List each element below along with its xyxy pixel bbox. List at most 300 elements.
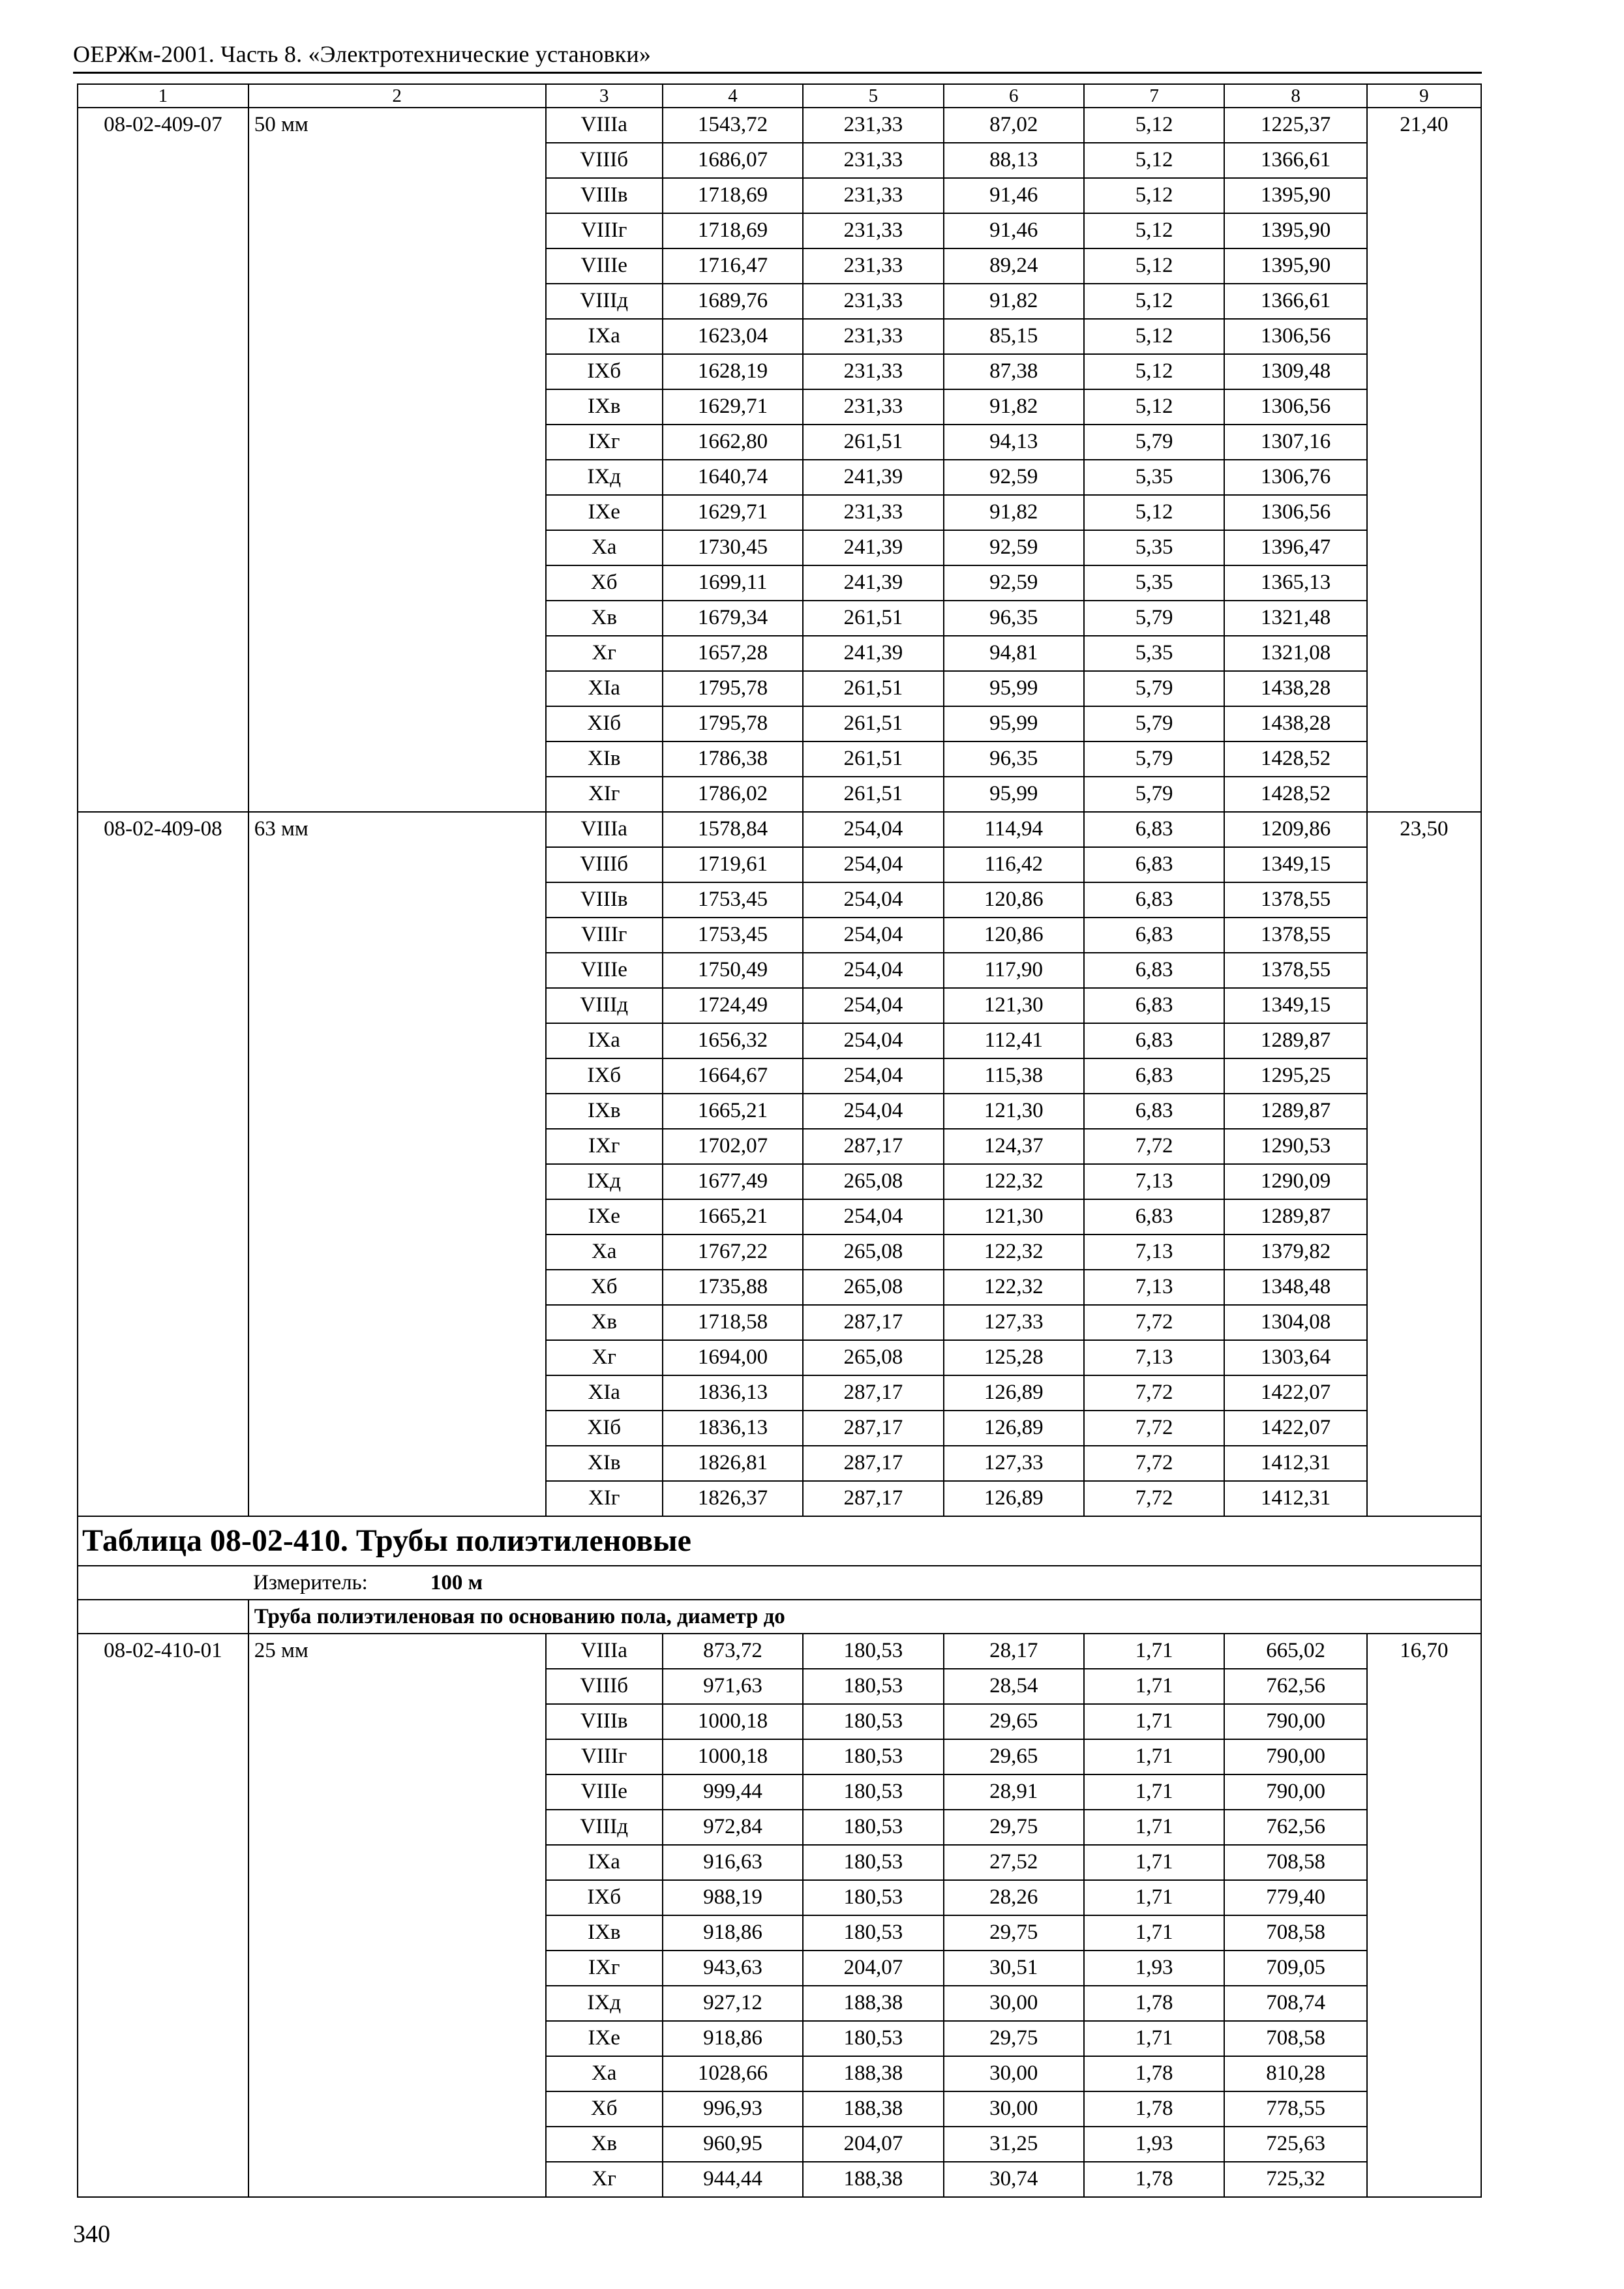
zone-cell: IXа	[546, 319, 663, 354]
operator-wage-cell: 5,12	[1084, 319, 1224, 354]
machine-cost-cell: 116,42	[944, 847, 1084, 882]
zone-cell: VIIIв	[546, 882, 663, 918]
operator-wage-cell: 6,83	[1084, 1023, 1224, 1058]
total-cost-cell: 996,93	[663, 2091, 803, 2127]
rate-code-cell: 08-02-409-08	[78, 812, 248, 1516]
labor-cost-cell: 261,51	[803, 601, 943, 636]
material-cost-cell: 1365,13	[1224, 565, 1366, 601]
material-cost-cell: 1295,25	[1224, 1058, 1366, 1094]
material-cost-cell: 1395,90	[1224, 178, 1366, 213]
total-cost-cell: 1786,02	[663, 777, 803, 812]
labor-cost-cell: 231,33	[803, 354, 943, 389]
operator-wage-cell: 1,93	[1084, 1951, 1224, 1986]
total-cost-cell: 1716,47	[663, 248, 803, 284]
labor-cost-cell: 254,04	[803, 1199, 943, 1234]
operator-wage-cell: 5,35	[1084, 460, 1224, 495]
zone-cell: IXб	[546, 354, 663, 389]
total-cost-cell: 1657,28	[663, 636, 803, 671]
material-cost-cell: 779,40	[1224, 1880, 1366, 1915]
zone-cell: VIIIд	[546, 1810, 663, 1845]
machine-cost-cell: 96,35	[944, 601, 1084, 636]
zone-cell: IXв	[546, 1094, 663, 1129]
operator-wage-cell: 1,78	[1084, 1986, 1224, 2021]
operator-wage-cell: 1,71	[1084, 1915, 1224, 1951]
material-cost-cell: 708,58	[1224, 1915, 1366, 1951]
machine-cost-cell: 121,30	[944, 1199, 1084, 1234]
labor-cost-cell: 231,33	[803, 495, 943, 530]
zone-cell: Xг	[546, 1340, 663, 1375]
total-cost-cell: 1730,45	[663, 530, 803, 565]
labor-cost-cell: 180,53	[803, 1915, 943, 1951]
machine-cost-cell: 88,13	[944, 143, 1084, 178]
operator-wage-cell: 5,12	[1084, 354, 1224, 389]
operator-wage-cell: 6,83	[1084, 1058, 1224, 1094]
labor-cost-cell: 287,17	[803, 1129, 943, 1164]
operator-wage-cell: 5,12	[1084, 213, 1224, 248]
operator-wage-cell: 6,83	[1084, 918, 1224, 953]
rate-code-cell: 08-02-409-07	[78, 108, 248, 812]
unit-row	[78, 1566, 1481, 1600]
operator-wage-cell: 6,83	[1084, 882, 1224, 918]
total-cost-cell: 1623,04	[663, 319, 803, 354]
total-cost-cell: 1677,49	[663, 1164, 803, 1199]
labor-cost-cell: 188,38	[803, 2056, 943, 2091]
total-cost-cell: 1724,49	[663, 988, 803, 1023]
operator-wage-cell: 7,72	[1084, 1305, 1224, 1340]
labor-cost-cell: 188,38	[803, 2162, 943, 2197]
material-cost-cell: 1422,07	[1224, 1411, 1366, 1446]
zone-cell: VIIIв	[546, 178, 663, 213]
total-cost-cell: 1753,45	[663, 918, 803, 953]
total-cost-cell: 1578,84	[663, 812, 803, 847]
machine-cost-cell: 114,94	[944, 812, 1084, 847]
material-cost-cell: 709,05	[1224, 1951, 1366, 1986]
labor-cost-cell: 287,17	[803, 1375, 943, 1411]
material-cost-cell: 762,56	[1224, 1810, 1366, 1845]
operator-wage-cell: 5,35	[1084, 565, 1224, 601]
material-cost-cell: 1422,07	[1224, 1375, 1366, 1411]
total-cost-cell: 1836,13	[663, 1411, 803, 1446]
zone-cell: Xб	[546, 565, 663, 601]
labor-cost-cell: 261,51	[803, 706, 943, 741]
operator-wage-cell: 5,12	[1084, 389, 1224, 425]
operator-wage-cell: 7,72	[1084, 1411, 1224, 1446]
machine-cost-cell: 30,00	[944, 2056, 1084, 2091]
total-cost-cell: 1028,66	[663, 2056, 803, 2091]
total-cost-cell: 1629,71	[663, 495, 803, 530]
labor-cost-cell: 180,53	[803, 2021, 943, 2056]
total-cost-cell: 1826,37	[663, 1481, 803, 1516]
total-cost-cell: 1686,07	[663, 143, 803, 178]
total-cost-cell: 971,63	[663, 1669, 803, 1704]
zone-cell: IXд	[546, 1986, 663, 2021]
labor-cost-cell: 180,53	[803, 1845, 943, 1880]
zone-cell: XIа	[546, 671, 663, 706]
zone-cell: VIIIд	[546, 988, 663, 1023]
machine-cost-cell: 120,86	[944, 882, 1084, 918]
labor-cost-cell: 265,08	[803, 1340, 943, 1375]
operator-wage-cell: 6,83	[1084, 988, 1224, 1023]
labor-cost-cell: 254,04	[803, 1094, 943, 1129]
total-cost-cell: 943,63	[663, 1951, 803, 1986]
material-cost-cell: 1306,56	[1224, 319, 1366, 354]
machine-cost-cell: 30,74	[944, 2162, 1084, 2197]
labor-cost-cell: 231,33	[803, 108, 943, 143]
machine-cost-cell: 91,82	[944, 284, 1084, 319]
column-number: 5	[803, 84, 943, 108]
labor-cost-cell: 254,04	[803, 882, 943, 918]
machine-cost-cell: 29,75	[944, 1810, 1084, 1845]
machine-cost-cell: 121,30	[944, 988, 1084, 1023]
material-cost-cell: 1378,55	[1224, 882, 1366, 918]
operator-wage-cell: 7,72	[1084, 1481, 1224, 1516]
operator-wage-cell: 5,12	[1084, 178, 1224, 213]
labor-cost-cell: 204,07	[803, 2127, 943, 2162]
total-cost-cell: 1718,69	[663, 213, 803, 248]
column-number-row	[78, 84, 1481, 108]
material-cost-cell: 1289,87	[1224, 1094, 1366, 1129]
zone-cell: IXб	[546, 1058, 663, 1094]
machine-cost-cell: 117,90	[944, 953, 1084, 988]
operator-wage-cell: 7,72	[1084, 1446, 1224, 1481]
machine-cost-cell: 122,32	[944, 1164, 1084, 1199]
page-number: 340	[73, 2221, 110, 2248]
zone-cell: XIб	[546, 706, 663, 741]
zone-cell: VIIIе	[546, 1774, 663, 1810]
column-number: 7	[1084, 84, 1224, 108]
material-cost-cell: 1307,16	[1224, 425, 1366, 460]
labor-cost-cell: 254,04	[803, 812, 943, 847]
total-cost-cell: 1689,76	[663, 284, 803, 319]
material-cost-cell: 1306,76	[1224, 460, 1366, 495]
machine-cost-cell: 120,86	[944, 918, 1084, 953]
total-cost-cell: 1694,00	[663, 1340, 803, 1375]
total-cost-cell: 1664,67	[663, 1058, 803, 1094]
column-number: 8	[1224, 84, 1366, 108]
machine-cost-cell: 126,89	[944, 1375, 1084, 1411]
pipe-size-cell: 63 мм	[248, 812, 546, 1516]
total-cost-cell: 1628,19	[663, 354, 803, 389]
material-cost-cell: 1304,08	[1224, 1305, 1366, 1340]
material-cost-cell: 725,32	[1224, 2162, 1366, 2197]
total-cost-cell: 1826,81	[663, 1446, 803, 1481]
total-cost-cell: 1000,18	[663, 1739, 803, 1774]
operator-wage-cell: 1,71	[1084, 1774, 1224, 1810]
zone-cell: VIIIг	[546, 213, 663, 248]
zone-cell: VIIIе	[546, 953, 663, 988]
total-cost-cell: 916,63	[663, 1845, 803, 1880]
machine-cost-cell: 30,51	[944, 1951, 1084, 1986]
material-cost-cell: 1412,31	[1224, 1446, 1366, 1481]
zone-cell: Xг	[546, 636, 663, 671]
operator-wage-cell: 7,13	[1084, 1164, 1224, 1199]
labor-cost-cell: 265,08	[803, 1270, 943, 1305]
machine-cost-cell: 95,99	[944, 706, 1084, 741]
total-cost-cell: 1836,13	[663, 1375, 803, 1411]
labor-cost-cell: 231,33	[803, 284, 943, 319]
operator-wage-cell: 5,79	[1084, 601, 1224, 636]
operator-wage-cell: 5,12	[1084, 143, 1224, 178]
labor-hours-cell: 21,40	[1367, 108, 1481, 812]
labor-cost-cell: 204,07	[803, 1951, 943, 1986]
material-cost-cell: 708,58	[1224, 2021, 1366, 2056]
machine-cost-cell: 127,33	[944, 1305, 1084, 1340]
machine-cost-cell: 125,28	[944, 1340, 1084, 1375]
material-cost-cell: 1396,47	[1224, 530, 1366, 565]
zone-cell: XIа	[546, 1375, 663, 1411]
labor-cost-cell: 180,53	[803, 1739, 943, 1774]
operator-wage-cell: 6,83	[1084, 812, 1224, 847]
operator-wage-cell: 5,12	[1084, 248, 1224, 284]
total-cost-cell: 1699,11	[663, 565, 803, 601]
total-cost-cell: 1750,49	[663, 953, 803, 988]
zone-cell: Xг	[546, 2162, 663, 2197]
zone-cell: XIг	[546, 777, 663, 812]
material-cost-cell: 1225,37	[1224, 108, 1366, 143]
labor-cost-cell: 188,38	[803, 1986, 943, 2021]
machine-cost-cell: 121,30	[944, 1094, 1084, 1129]
total-cost-cell: 918,86	[663, 2021, 803, 2056]
total-cost-cell: 1679,34	[663, 601, 803, 636]
zone-cell: Xа	[546, 530, 663, 565]
operator-wage-cell: 1,71	[1084, 1739, 1224, 1774]
labor-cost-cell: 254,04	[803, 953, 943, 988]
operator-wage-cell: 5,79	[1084, 671, 1224, 706]
operator-wage-cell: 1,78	[1084, 2091, 1224, 2127]
labor-cost-cell: 180,53	[803, 1810, 943, 1845]
labor-cost-cell: 261,51	[803, 425, 943, 460]
machine-cost-cell: 87,02	[944, 108, 1084, 143]
labor-cost-cell: 231,33	[803, 213, 943, 248]
operator-wage-cell: 5,12	[1084, 284, 1224, 319]
material-cost-cell: 790,00	[1224, 1739, 1366, 1774]
labor-cost-cell: 188,38	[803, 2091, 943, 2127]
zone-cell: VIIIв	[546, 1704, 663, 1739]
labor-cost-cell: 180,53	[803, 1669, 943, 1704]
zone-cell: VIIIб	[546, 1669, 663, 1704]
labor-cost-cell: 254,04	[803, 1023, 943, 1058]
zone-cell: IXг	[546, 425, 663, 460]
total-cost-cell: 1629,71	[663, 389, 803, 425]
material-cost-cell: 1290,09	[1224, 1164, 1366, 1199]
labor-cost-cell: 287,17	[803, 1305, 943, 1340]
machine-cost-cell: 91,46	[944, 213, 1084, 248]
total-cost-cell: 1735,88	[663, 1270, 803, 1305]
machine-cost-cell: 29,65	[944, 1704, 1084, 1739]
material-cost-cell: 1290,53	[1224, 1129, 1366, 1164]
material-cost-cell: 1306,56	[1224, 495, 1366, 530]
zone-cell: XIб	[546, 1411, 663, 1446]
zone-cell: VIIIг	[546, 1739, 663, 1774]
zone-cell: VIIIа	[546, 1634, 663, 1669]
operator-wage-cell: 5,35	[1084, 530, 1224, 565]
total-cost-cell: 1795,78	[663, 706, 803, 741]
machine-cost-cell: 91,46	[944, 178, 1084, 213]
operator-wage-cell: 1,71	[1084, 1669, 1224, 1704]
table-title: Таблица 08-02-410. Трубы полиэтиленовые	[78, 1516, 1481, 1566]
labor-cost-cell: 180,53	[803, 1774, 943, 1810]
table-row	[78, 108, 1481, 143]
zone-cell: Xа	[546, 2056, 663, 2091]
zone-cell: IXг	[546, 1951, 663, 1986]
labor-cost-cell: 241,39	[803, 460, 943, 495]
material-cost-cell: 1321,08	[1224, 636, 1366, 671]
total-cost-cell: 1543,72	[663, 108, 803, 143]
zone-cell: XIг	[546, 1481, 663, 1516]
total-cost-cell: 1702,07	[663, 1129, 803, 1164]
column-number: 4	[663, 84, 803, 108]
material-cost-cell: 1378,55	[1224, 918, 1366, 953]
zone-cell: VIIIа	[546, 108, 663, 143]
machine-cost-cell: 28,17	[944, 1634, 1084, 1669]
total-cost-cell: 927,12	[663, 1986, 803, 2021]
column-number: 9	[1367, 84, 1481, 108]
machine-cost-cell: 95,99	[944, 671, 1084, 706]
zone-cell: Xа	[546, 1234, 663, 1270]
operator-wage-cell: 1,71	[1084, 1634, 1224, 1669]
total-cost-cell: 873,72	[663, 1634, 803, 1669]
machine-cost-cell: 96,35	[944, 741, 1084, 777]
material-cost-cell: 1395,90	[1224, 248, 1366, 284]
zone-cell: IXв	[546, 389, 663, 425]
machine-cost-cell: 28,91	[944, 1774, 1084, 1810]
zone-cell: XIв	[546, 1446, 663, 1481]
zone-cell: IXе	[546, 495, 663, 530]
machine-cost-cell: 30,00	[944, 2091, 1084, 2127]
material-cost-cell: 708,74	[1224, 1986, 1366, 2021]
unit-value: 100 м	[430, 1571, 483, 1594]
labor-cost-cell: 287,17	[803, 1446, 943, 1481]
machine-cost-cell: 27,52	[944, 1845, 1084, 1880]
labor-cost-cell: 231,33	[803, 248, 943, 284]
operator-wage-cell: 6,83	[1084, 847, 1224, 882]
labor-cost-cell: 261,51	[803, 741, 943, 777]
machine-cost-cell: 92,59	[944, 530, 1084, 565]
table-row	[78, 812, 1481, 847]
labor-cost-cell: 241,39	[803, 565, 943, 601]
header-rule	[73, 72, 1482, 74]
material-cost-cell: 1428,52	[1224, 741, 1366, 777]
material-cost-cell: 1366,61	[1224, 143, 1366, 178]
zone-cell: IXд	[546, 1164, 663, 1199]
total-cost-cell: 960,95	[663, 2127, 803, 2162]
operator-wage-cell: 5,79	[1084, 777, 1224, 812]
operator-wage-cell: 6,83	[1084, 1199, 1224, 1234]
zone-cell: IXе	[546, 2021, 663, 2056]
unit-cell	[78, 1566, 1481, 1600]
operator-wage-cell: 1,93	[1084, 2127, 1224, 2162]
material-cost-cell: 790,00	[1224, 1704, 1366, 1739]
zone-cell: Xв	[546, 1305, 663, 1340]
table-row	[78, 1634, 1481, 1669]
material-cost-cell: 1309,48	[1224, 354, 1366, 389]
labor-cost-cell: 254,04	[803, 1058, 943, 1094]
zone-cell: VIIIг	[546, 918, 663, 953]
operator-wage-cell: 1,71	[1084, 1704, 1224, 1739]
material-cost-cell: 708,58	[1224, 1845, 1366, 1880]
material-cost-cell: 1412,31	[1224, 1481, 1366, 1516]
labor-cost-cell: 287,17	[803, 1481, 943, 1516]
machine-cost-cell: 126,89	[944, 1481, 1084, 1516]
total-cost-cell: 1665,21	[663, 1199, 803, 1234]
material-cost-cell: 665,02	[1224, 1634, 1366, 1669]
machine-cost-cell: 124,37	[944, 1129, 1084, 1164]
material-cost-cell: 1379,82	[1224, 1234, 1366, 1270]
zone-cell: VIIIе	[546, 248, 663, 284]
labor-cost-cell: 287,17	[803, 1411, 943, 1446]
labor-cost-cell: 180,53	[803, 1704, 943, 1739]
total-cost-cell: 1640,74	[663, 460, 803, 495]
operator-wage-cell: 7,72	[1084, 1129, 1224, 1164]
total-cost-cell: 1718,69	[663, 178, 803, 213]
labor-cost-cell: 241,39	[803, 530, 943, 565]
material-cost-cell: 1378,55	[1224, 953, 1366, 988]
zone-cell: Xб	[546, 1270, 663, 1305]
material-cost-cell: 1303,64	[1224, 1340, 1366, 1375]
column-number: 3	[546, 84, 663, 108]
section-row	[78, 1600, 1481, 1634]
machine-cost-cell: 28,26	[944, 1880, 1084, 1915]
labor-cost-cell: 265,08	[803, 1164, 943, 1199]
total-cost-cell: 1753,45	[663, 882, 803, 918]
machine-cost-cell: 92,59	[944, 565, 1084, 601]
material-cost-cell: 1428,52	[1224, 777, 1366, 812]
material-cost-cell: 1349,15	[1224, 847, 1366, 882]
material-cost-cell: 810,28	[1224, 2056, 1366, 2091]
machine-cost-cell: 95,99	[944, 777, 1084, 812]
labor-cost-cell: 231,33	[803, 319, 943, 354]
total-cost-cell: 1662,80	[663, 425, 803, 460]
material-cost-cell: 1209,86	[1224, 812, 1366, 847]
zone-cell: IXа	[546, 1023, 663, 1058]
total-cost-cell: 1795,78	[663, 671, 803, 706]
labor-hours-cell: 16,70	[1367, 1634, 1481, 2197]
machine-cost-cell: 94,13	[944, 425, 1084, 460]
material-cost-cell: 1438,28	[1224, 671, 1366, 706]
labor-cost-cell: 231,33	[803, 178, 943, 213]
labor-cost-cell: 231,33	[803, 389, 943, 425]
operator-wage-cell: 1,71	[1084, 2021, 1224, 2056]
table-body	[78, 84, 1481, 2197]
machine-cost-cell: 91,82	[944, 495, 1084, 530]
zone-cell: Xв	[546, 2127, 663, 2162]
operator-wage-cell: 6,83	[1084, 953, 1224, 988]
rate-code-cell: 08-02-410-01	[78, 1634, 248, 2197]
section-title: Труба полиэтиленовая по основанию пола, диаметр до	[248, 1600, 1481, 1634]
machine-cost-cell: 30,00	[944, 1986, 1084, 2021]
zone-cell: Xв	[546, 601, 663, 636]
zone-cell: VIIIа	[546, 812, 663, 847]
operator-wage-cell: 1,71	[1084, 1880, 1224, 1915]
total-cost-cell: 918,86	[663, 1915, 803, 1951]
total-cost-cell: 1719,61	[663, 847, 803, 882]
material-cost-cell: 1438,28	[1224, 706, 1366, 741]
operator-wage-cell: 1,71	[1084, 1845, 1224, 1880]
total-cost-cell: 1767,22	[663, 1234, 803, 1270]
running-header: ОЕРЖм-2001. Часть 8. «Электротехнические установки»	[73, 41, 652, 67]
operator-wage-cell: 6,83	[1084, 1094, 1224, 1129]
column-number: 2	[248, 84, 546, 108]
zone-cell: IXв	[546, 1915, 663, 1951]
labor-cost-cell: 261,51	[803, 777, 943, 812]
operator-wage-cell: 5,79	[1084, 425, 1224, 460]
material-cost-cell: 1366,61	[1224, 284, 1366, 319]
machine-cost-cell: 92,59	[944, 460, 1084, 495]
machine-cost-cell: 91,82	[944, 389, 1084, 425]
labor-cost-cell: 254,04	[803, 988, 943, 1023]
zone-cell: XIв	[546, 741, 663, 777]
material-cost-cell: 762,56	[1224, 1669, 1366, 1704]
